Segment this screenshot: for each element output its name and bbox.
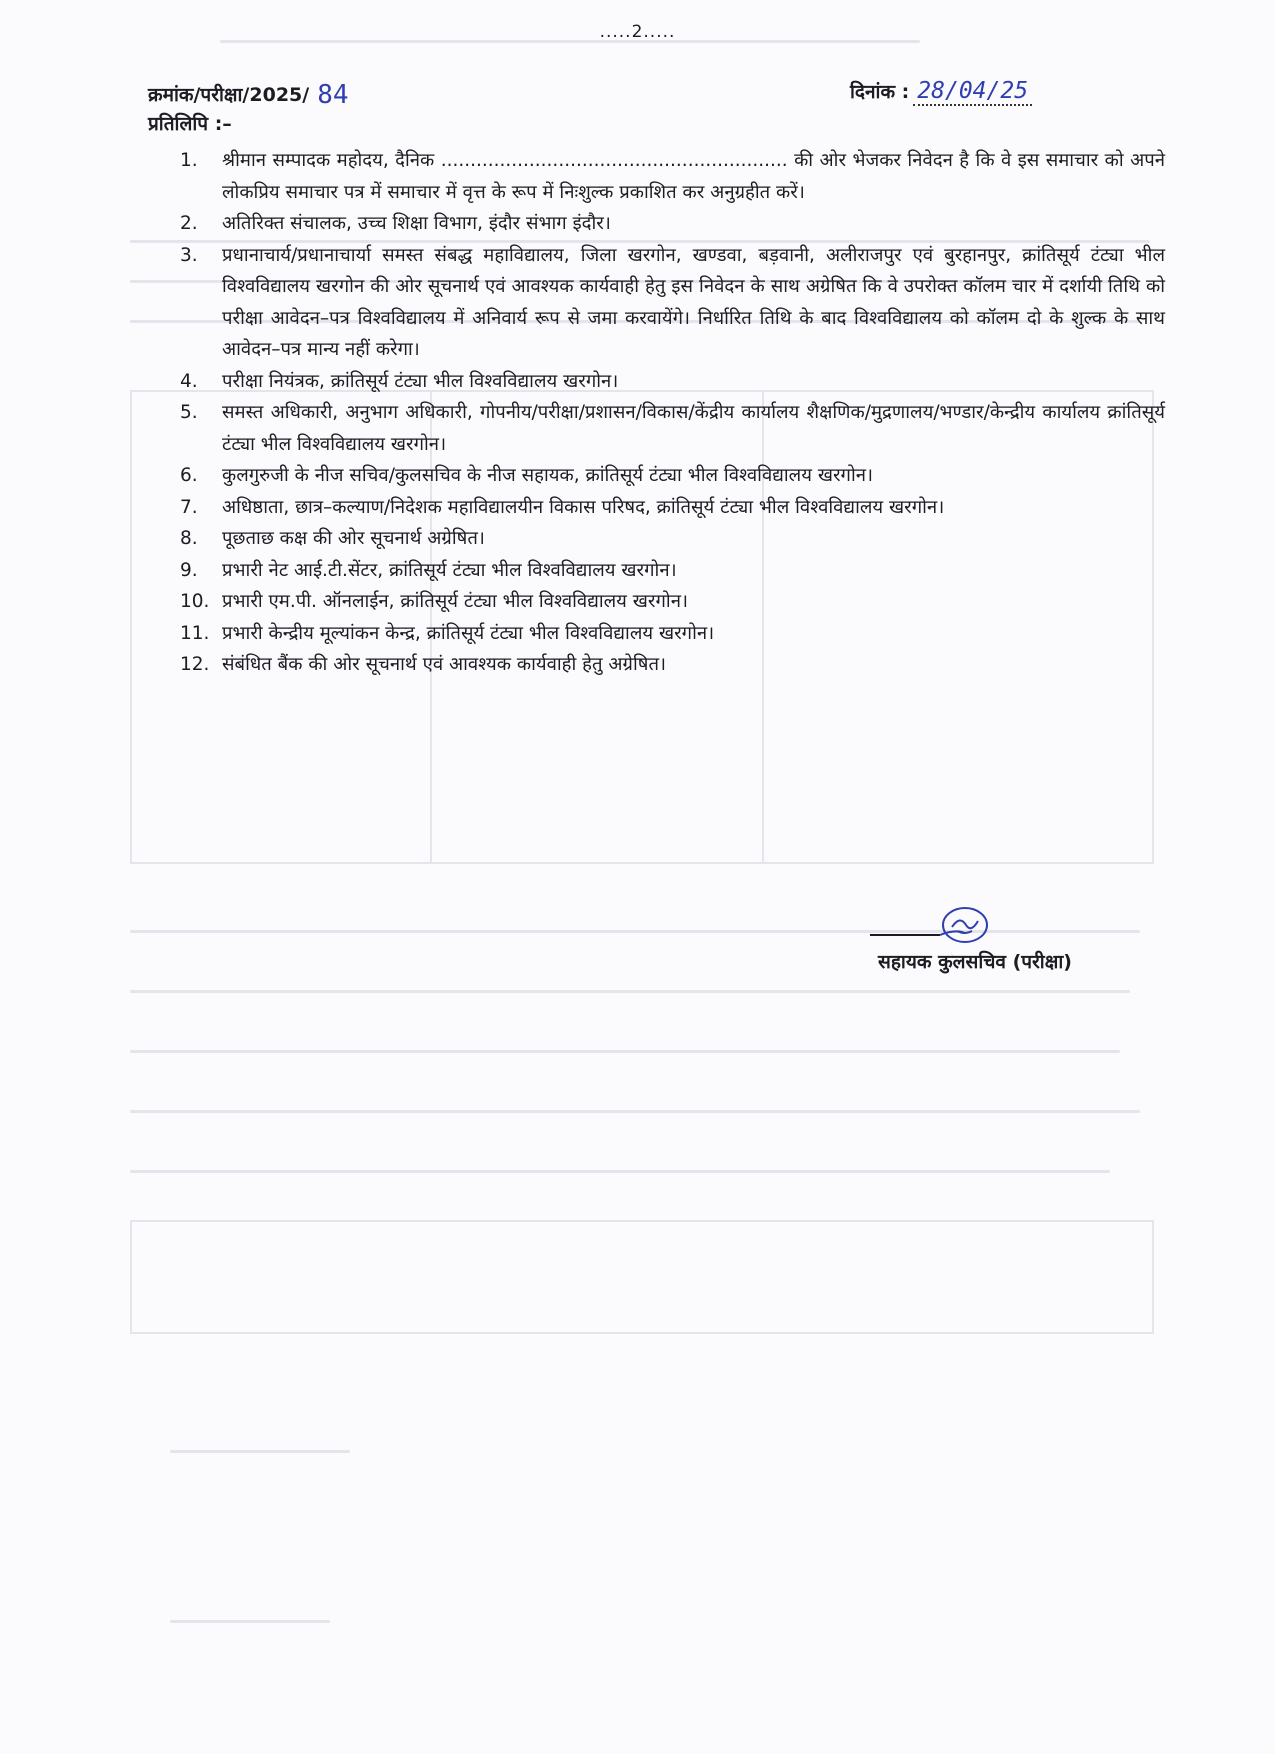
list-item-text: अधिष्ठाता, छात्र–कल्याण/निदेशक महाविद्यालयीन विकास परिषद, क्रांतिसूर्य टंट्या भील विश्वविद्यालय खरगोन। [222,496,945,518]
list-item-text: प्रभारी केन्द्रीय मूल्यांकन केन्द्र, क्रांतिसूर्य टंट्या भील विश्वविद्यालय खरगोन। [222,622,715,644]
list-item-number: 4. [180,370,198,392]
date-label: दिनांक : [850,81,910,103]
list-item-text: परीक्षा नियंत्रक, क्रांतिसूर्य टंट्या भील विश्वविद्यालय खरगोन। [222,370,619,392]
list-item [180,555,1165,587]
list-item [180,208,1165,240]
list-item-number: 9. [180,559,198,581]
list-item [180,523,1165,555]
list-item-text: समस्त अधिकारी, अनुभाग अधिकारी, गोपनीय/परीक्षा/प्रशासन/विकास/केंद्रीय कार्यालय शैक्षणिक/मुद्रणालय/भण्डार/केन्द्रीय कार्यालय क्रांतिसूर्य टंट्या भील विश्वविद्यालय खरगोन। [222,402,1165,455]
handwritten-reference-number: 84 [317,80,349,110]
reference-number [148,78,349,108]
list-item-number: 1. [180,150,198,171]
list-item-text: अतिरिक्त संचालक, उच्च शिक्षा विभाग, इंदौर संभाग इंदौर। [222,213,611,234]
list-item-text: प्रभारी नेट आई.टी.सेंटर, क्रांतिसूर्य टंट्या भील विश्वविद्यालय खरगोन। [222,559,677,581]
list-item [180,397,1165,460]
list-item [180,649,1165,681]
list-item-number: 6. [180,465,198,486]
list-item-number: 11. [180,622,210,644]
list-item [180,240,1165,366]
handwritten-date: 28/04/25 [913,78,1032,106]
list-item [180,618,1165,650]
list-item-number: 10. [180,591,210,612]
list-item-text: संबंधित बैंक की ओर सूचनार्थ एवं आवश्यक कार्यवाही हेतु अग्रेषित। [222,654,667,675]
reference-label: क्रमांक/परीक्षा/2025/ [148,84,310,106]
list-item [180,145,1165,208]
distribution-list [180,145,1165,681]
page-number: .....2..... [599,22,676,42]
list-item-number: 8. [180,528,198,549]
list-item [180,492,1165,524]
list-item-text: श्रीमान सम्पादक महोदय, दैनिक ........................................................... की ओर भेजकर निवेदन है कि वे इस समाचार को अपने लोकप्रिय समाचार पत्र में समाचार में वृत्त के रूप में निःशुल्क प्रकाशित कर अनुग्रहीत करें। [222,150,1165,203]
date-field [850,78,1032,106]
list-item-number: 2. [180,213,198,234]
list-item-number: 7. [180,496,198,518]
list-item [180,366,1165,398]
list-item-number: 5. [180,402,198,423]
designation-label: सहायक कुलसचिव (परीक्षा) [878,951,1072,973]
list-item-number: 12. [180,654,210,675]
list-item [180,586,1165,618]
copy-to-label: प्रतिलिपि :– [148,113,232,135]
list-item [180,460,1165,492]
list-item-text: कुलगुरुजी के नीज सचिव/कुलसचिव के नीज सहायक, क्रांतिसूर्य टंट्या भील विश्वविद्यालय खरगोन। [222,465,874,486]
list-item-number: 3. [180,244,198,266]
list-item-text: प्रभारी एम.पी. ऑनलाईन, क्रांतिसूर्य टंट्या भील विश्वविद्यालय खरगोन। [222,591,688,612]
list-item-text: प्रधानाचार्य/प्रधानाचार्या समस्त संबद्ध महाविद्यालय, जिला खरगोन, खण्डवा, बड़वानी, अलीराजपुर एवं बुरहानपुर, क्रांतिसूर्य टंट्या भील विश्वविद्यालय खरगोन की ओर सूचनार्थ एवं आवश्यक कार्यवाही हेतु इस निवेदन के साथ अग्रेषित कि वे उपरोक्त कॉलम चार में दर्शायी तिथि को परीक्षा आवेदन–पत्र विश्वविद्यालय में अनिवार्य रूप से जमा करवायेंगे। निर्धारित तिथि के बाद विश्वविद्यालय को कॉलम दो के शुल्क के साथ आवेदन–पत्र मान्य नहीं करेगा। [222,244,1166,360]
list-item-text: पूछताछ कक्ष की ओर सूचनार्थ अग्रेषित। [222,528,485,549]
